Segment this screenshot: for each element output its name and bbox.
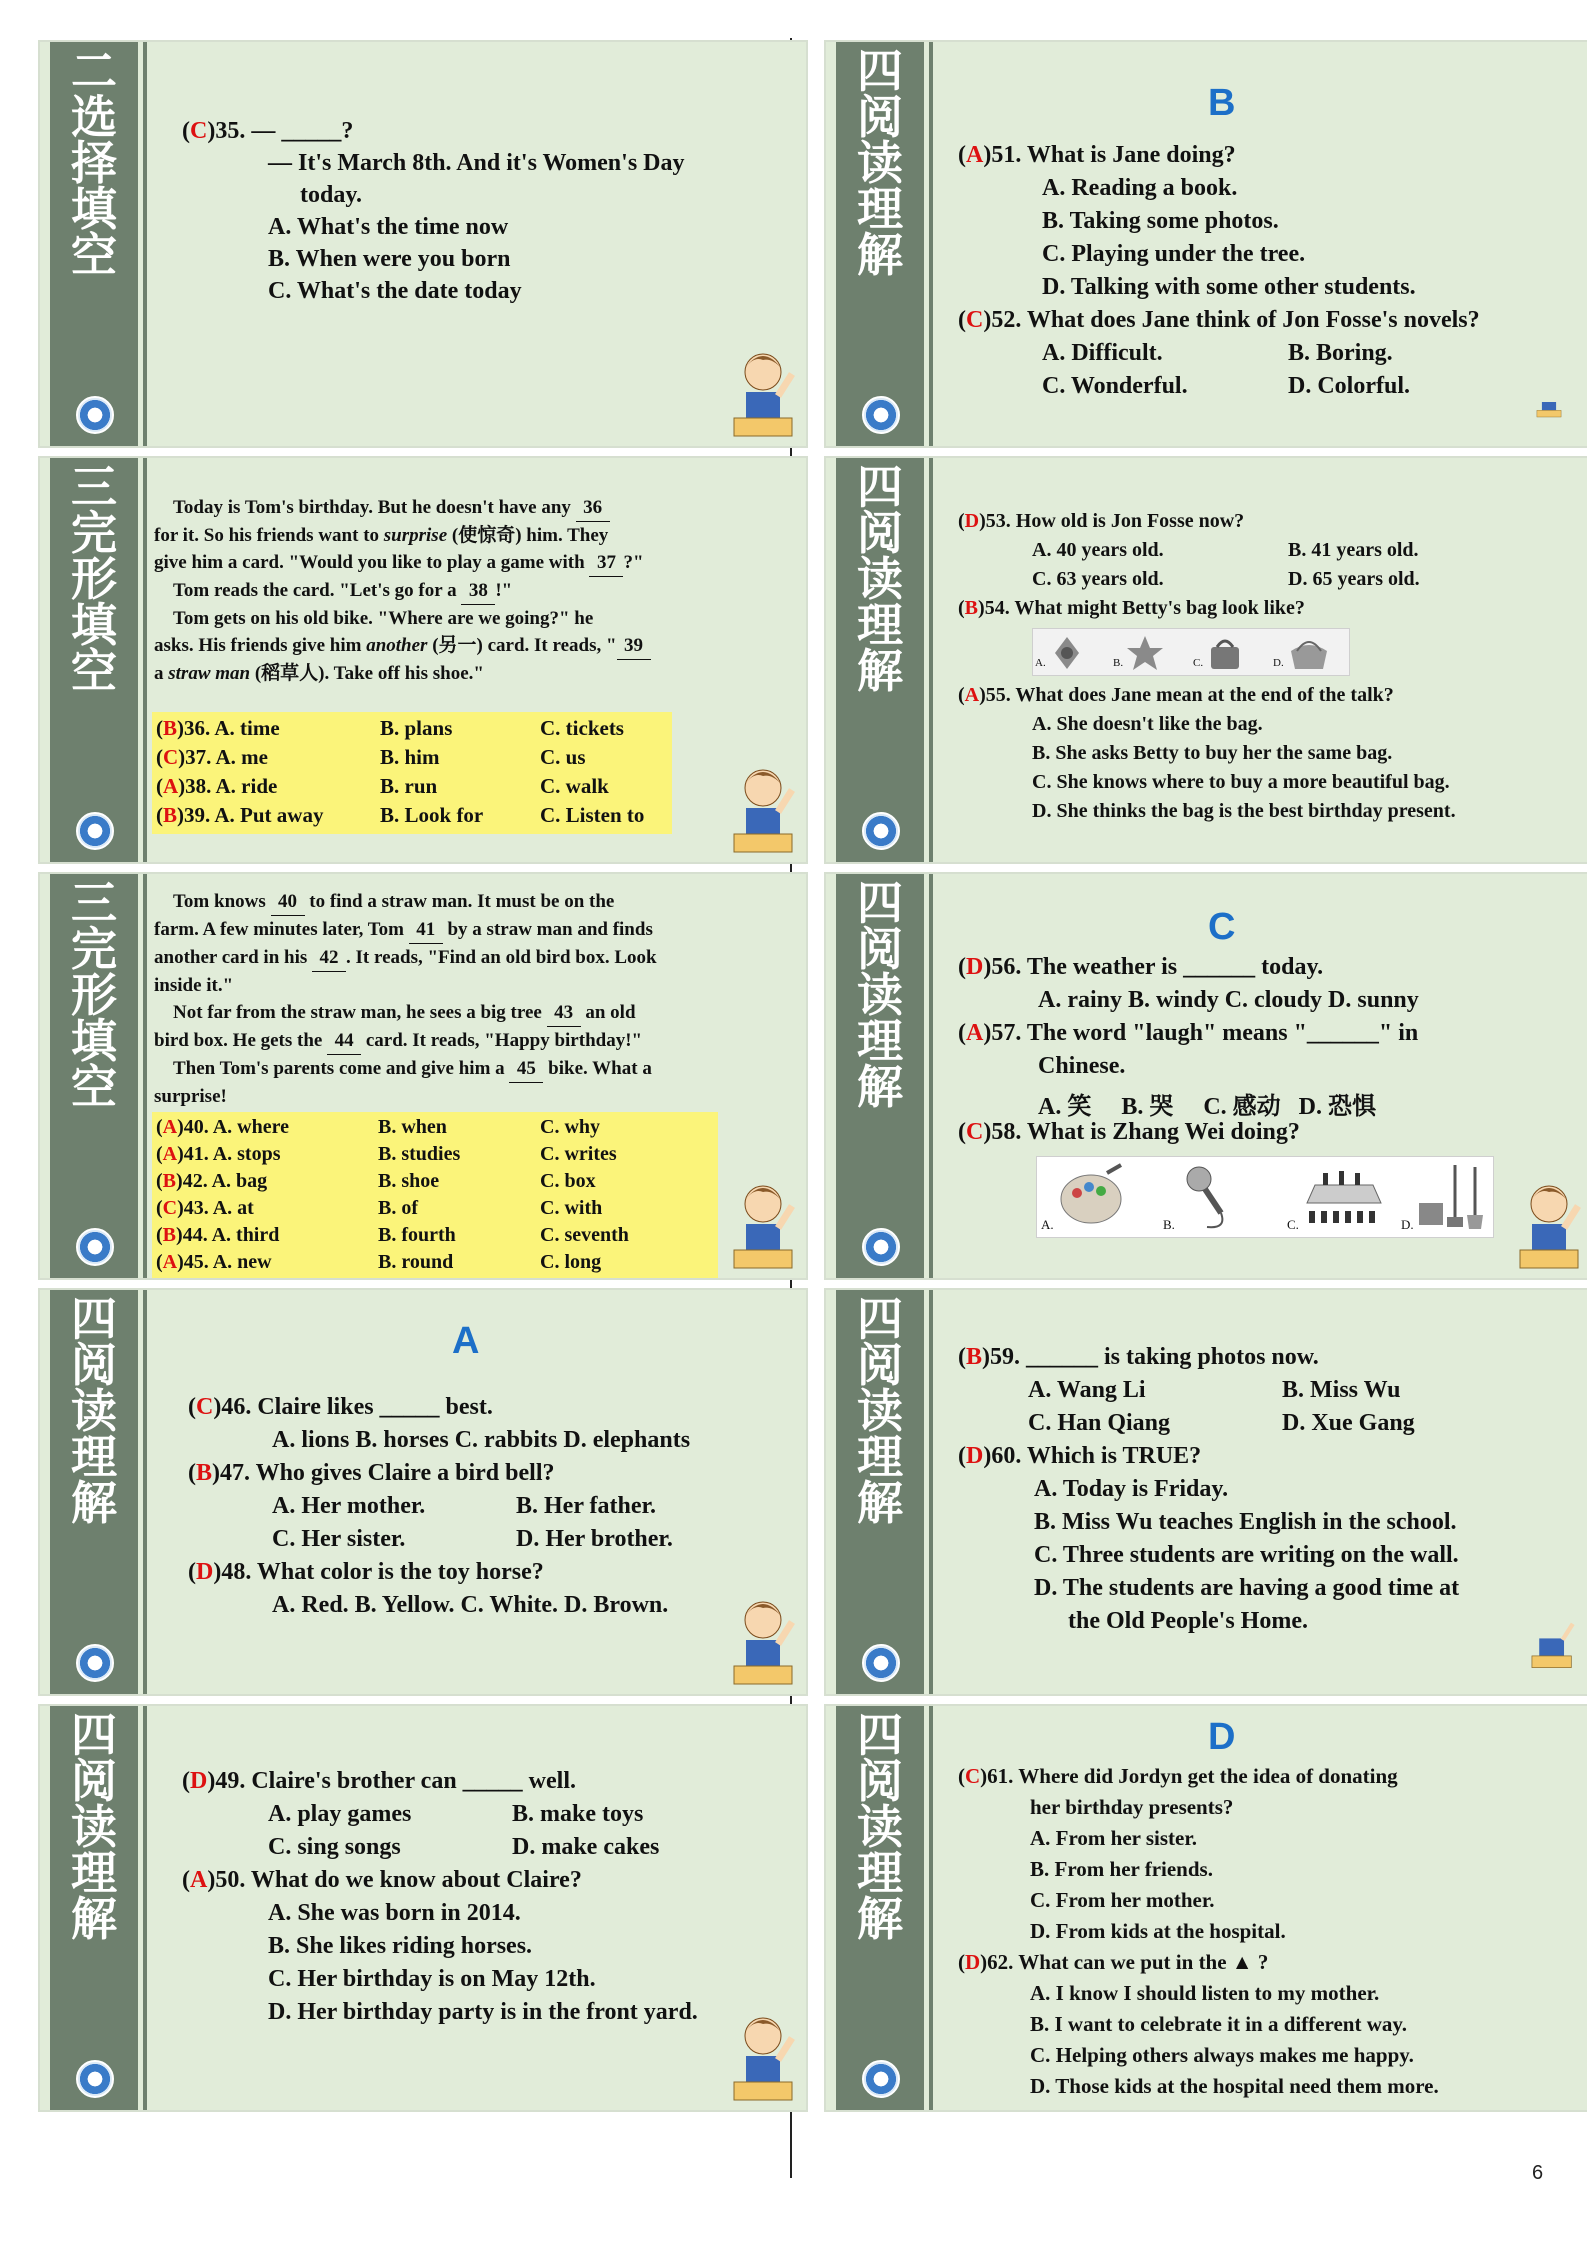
option-c: C. Three students are writing on the wall.	[1034, 1542, 1459, 1568]
option-d: D. Those kids at the hospital need them more.	[1030, 2074, 1439, 2098]
school-logo-icon	[862, 812, 900, 850]
side-title: 四 阅 读 理 解	[857, 44, 903, 282]
side-title: 四 阅 读 理 解	[857, 876, 903, 1114]
activity-pictures: A. B. C. D.	[1036, 1156, 1494, 1238]
side-title: 三 完 形 填 空	[71, 460, 117, 698]
slide-content	[152, 1706, 796, 2110]
slide-q35	[38, 40, 808, 448]
slide-reading-a-2	[38, 1704, 808, 2112]
question-46: (C)46. Claire likes _____ best.	[188, 1394, 493, 1420]
dialog-line: — It's March 8th. And it's Women's Day	[268, 150, 685, 176]
slide-cloze-1	[38, 456, 808, 864]
options-table: (B)36. A. time B. plans C. tickets (C)37. A. me B. him C. us (A)38. A. ride B. run C. walk (B)39. A. Put away B. Look for C. Listen to	[156, 716, 645, 827]
option-b: B. She likes riding horses.	[268, 1933, 533, 1959]
option-d: D. Her brother.	[516, 1526, 673, 1552]
school-logo-icon	[76, 1644, 114, 1682]
option-a: A. 40 years old.	[1032, 539, 1164, 561]
side-title: 三 完 形 填 空	[71, 876, 117, 1114]
slide-content	[152, 42, 796, 446]
question-57-line2: Chinese.	[1038, 1053, 1126, 1079]
option-a: A. Reading a book.	[1042, 175, 1238, 201]
option-a: A. Wang Li	[1028, 1377, 1146, 1403]
school-logo-icon	[862, 396, 900, 434]
options-table: (A)40. A. where B. when C. why (A)41. A. stops B. studies C. writes (B)42. A. bag B. shoe C. box (C)43. A. at B. of C. with (B)44. A. third B. fourth C. seventh (A)45. A. new B. round C. long	[156, 1116, 629, 1273]
option-b: B. Boring.	[1288, 340, 1393, 366]
side-title: 四 阅 读 理 解	[857, 1292, 903, 1530]
option-b: B. Her father.	[516, 1493, 656, 1519]
option-d: D. Her birthday party is in the front yard.	[268, 1999, 698, 2025]
option-a: A. Her mother.	[272, 1493, 426, 1519]
option-c: C. Wonderful.	[1042, 373, 1188, 399]
options: A. rainy B. windy C. cloudy D. sunny	[1038, 987, 1419, 1013]
option-a: A. What's the time now	[268, 214, 509, 240]
option-a: A. From her sister.	[1030, 1826, 1198, 1850]
cleaning-tools-icon	[1415, 1161, 1489, 1233]
cloze-passage: Tom knows 40 to find a straw man. It must be on the farm. A few minutes later, Tom 41 by a straw man and finds another card in his 42 . It reads, "Find an old bird box. Look inside it." Not far from the straw man, he sees a big tree 43 an old bird box. He gets the 44 card. It reads, "Happy birthday!" Then Tom's parents come and give him a 45 bike. What a surprise!	[154, 888, 657, 1110]
star-bag-icon	[1125, 633, 1165, 673]
bag-pictures: A. B. C. D.	[1032, 628, 1350, 676]
option-d: D. Xue Gang	[1282, 1410, 1415, 1436]
school-logo-icon	[76, 396, 114, 434]
option-d: D. Colorful.	[1288, 373, 1410, 399]
microphone-icon	[1177, 1163, 1237, 1233]
slide-reading-b-2	[824, 456, 1587, 864]
option-b: B. Taking some photos.	[1042, 208, 1279, 234]
question-35: (C)35. — _____?	[182, 118, 354, 144]
option-a: A. She was born in 2014.	[268, 1900, 521, 1926]
slide-reading-c-2	[824, 1288, 1587, 1696]
question-55: (A)55. What does Jane mean at the end of the talk?	[958, 684, 1394, 706]
slide-content	[938, 458, 1582, 862]
slide-content	[938, 874, 1582, 1278]
options: A. lions B. horses C. rabbits D. elephants	[272, 1427, 691, 1453]
option-d: D. She thinks the bag is the best birthday present.	[1032, 800, 1456, 822]
question-53: (D)53. How old is Jon Fosse now?	[958, 510, 1245, 532]
question-54: (B)54. What might Betty's bag look like?	[958, 597, 1305, 619]
option-a: A. She doesn't like the bag.	[1032, 713, 1263, 735]
option-d: D. From kids at the hospital.	[1030, 1919, 1286, 1943]
question-56: (D)56. The weather is ______ today.	[958, 954, 1324, 980]
question-61-line2: her birthday presents?	[1030, 1795, 1234, 1819]
slide-content	[152, 874, 796, 1278]
dialog-line: today.	[300, 182, 363, 208]
shoulder-bag-icon	[1287, 633, 1331, 673]
handbag-icon	[1205, 633, 1245, 673]
section-letter: C	[1208, 906, 1236, 948]
cloze-passage: Today is Tom's birthday. But he doesn't have any 36 for it. So his friends want to surprise (使惊奇) him. They give him a card. "Would you like to play a game with 37 ?" Tom reads the card. "Let's go for a 38 !" Tom gets on his old bike. "Where are we going?" he asks. His friends give him another (另一) card. It reads, " 39 a straw man (稻草人). Take off his shoe."	[154, 494, 651, 687]
option-b: B. 41 years old.	[1288, 539, 1419, 561]
painting-palette-icon	[1057, 1163, 1127, 1229]
slide-content	[938, 1706, 1582, 2110]
option-c: C. She knows where to buy a more beautiful bag.	[1032, 771, 1450, 793]
slide-reading-d	[824, 1704, 1587, 2112]
option-c: C. Han Qiang	[1028, 1410, 1171, 1436]
school-logo-icon	[862, 2060, 900, 2098]
side-title: 四 阅 读 理 解	[71, 1708, 117, 1946]
option-d: D. make cakes	[512, 1834, 660, 1860]
side-title: 二 选 择 填 空	[71, 44, 117, 282]
slide-content	[152, 1290, 796, 1694]
bag-icon	[1047, 633, 1087, 673]
slide-content	[152, 458, 796, 862]
option-a: A. Today is Friday.	[1034, 1476, 1229, 1502]
question-62: (D)62. What can we put in the ▲ ?	[958, 1950, 1269, 1974]
slide-content	[938, 1290, 1582, 1694]
option-d: D. Talking with some other students.	[1042, 274, 1416, 300]
school-logo-icon	[862, 1644, 900, 1682]
option-b: B. I want to celebrate it in a different way.	[1030, 2012, 1407, 2036]
section-letter: D	[1208, 1716, 1236, 1758]
question-48: (D)48. What color is the toy horse?	[188, 1559, 544, 1585]
option-c: C. Her sister.	[272, 1526, 406, 1552]
option-b: B. She asks Betty to buy her the same bag.	[1032, 742, 1393, 764]
option-c: C. Her birthday is on May 12th.	[268, 1966, 596, 1992]
question-57: (A)57. The word "laugh" means "______" in	[958, 1020, 1419, 1046]
section-letter: A	[452, 1320, 480, 1362]
option-d: D. 65 years old.	[1288, 568, 1420, 590]
question-50: (A)50. What do we know about Claire?	[182, 1867, 582, 1893]
slide-content	[938, 42, 1582, 446]
question-47: (B)47. Who gives Claire a bird bell?	[188, 1460, 555, 1486]
option-b: B. Miss Wu teaches English in the school.	[1034, 1509, 1457, 1535]
option-b: B. When were you born	[268, 246, 511, 272]
chess-icon	[1299, 1163, 1389, 1233]
option-a: A. I know I should listen to my mother.	[1030, 1981, 1380, 2005]
option-c: C. Helping others always makes me happy.	[1030, 2043, 1414, 2067]
question-58: (C)58. What is Zhang Wei doing?	[958, 1119, 1300, 1145]
option-c: C. sing songs	[268, 1834, 401, 1860]
school-logo-icon	[76, 1228, 114, 1266]
option-c: C. What's the date today	[268, 278, 522, 304]
question-61: (C)61. Where did Jordyn get the idea of donating	[958, 1764, 1398, 1788]
question-59: (B)59. ______ is taking photos now.	[958, 1344, 1319, 1370]
option-c: C. 63 years old.	[1032, 568, 1164, 590]
question-52: (C)52. What does Jane think of Jon Fosse's novels?	[958, 307, 1480, 333]
school-logo-icon	[862, 1228, 900, 1266]
slide-reading-a	[38, 1288, 808, 1696]
option-a: A. play games	[268, 1801, 412, 1827]
option-b: B. From her friends.	[1030, 1857, 1213, 1881]
side-title: 四 阅 读 理 解	[71, 1292, 117, 1530]
school-logo-icon	[76, 2060, 114, 2098]
options: A. 笑 B. 哭 C. 感动 D. 恐惧	[1038, 1094, 1377, 1120]
option-b: B. Miss Wu	[1282, 1377, 1401, 1403]
slide-cloze-2	[38, 872, 808, 1280]
slide-reading-b	[824, 40, 1587, 448]
options: A. Red. B. Yellow. C. White. D. Brown.	[272, 1592, 669, 1618]
slide-reading-c	[824, 872, 1587, 1280]
side-title: 四 阅 读 理 解	[857, 1708, 903, 1946]
side-title: 四 阅 读 理 解	[857, 460, 903, 698]
option-a: A. Difficult.	[1042, 340, 1163, 366]
option-b: B. make toys	[512, 1801, 644, 1827]
question-60: (D)60. Which is TRUE?	[958, 1443, 1202, 1469]
option-d-line2: the Old People's Home.	[1068, 1608, 1308, 1634]
question-49: (D)49. Claire's brother can _____ well.	[182, 1768, 576, 1794]
page-number: 6	[1532, 2162, 1544, 2184]
option-d: D. The students are having a good time at	[1034, 1575, 1460, 1601]
section-letter: B	[1208, 82, 1236, 124]
question-51: (A)51. What is Jane doing?	[958, 142, 1236, 168]
option-c: C. From her mother.	[1030, 1888, 1215, 1912]
school-logo-icon	[76, 812, 114, 850]
option-c: C. Playing under the tree.	[1042, 241, 1306, 267]
